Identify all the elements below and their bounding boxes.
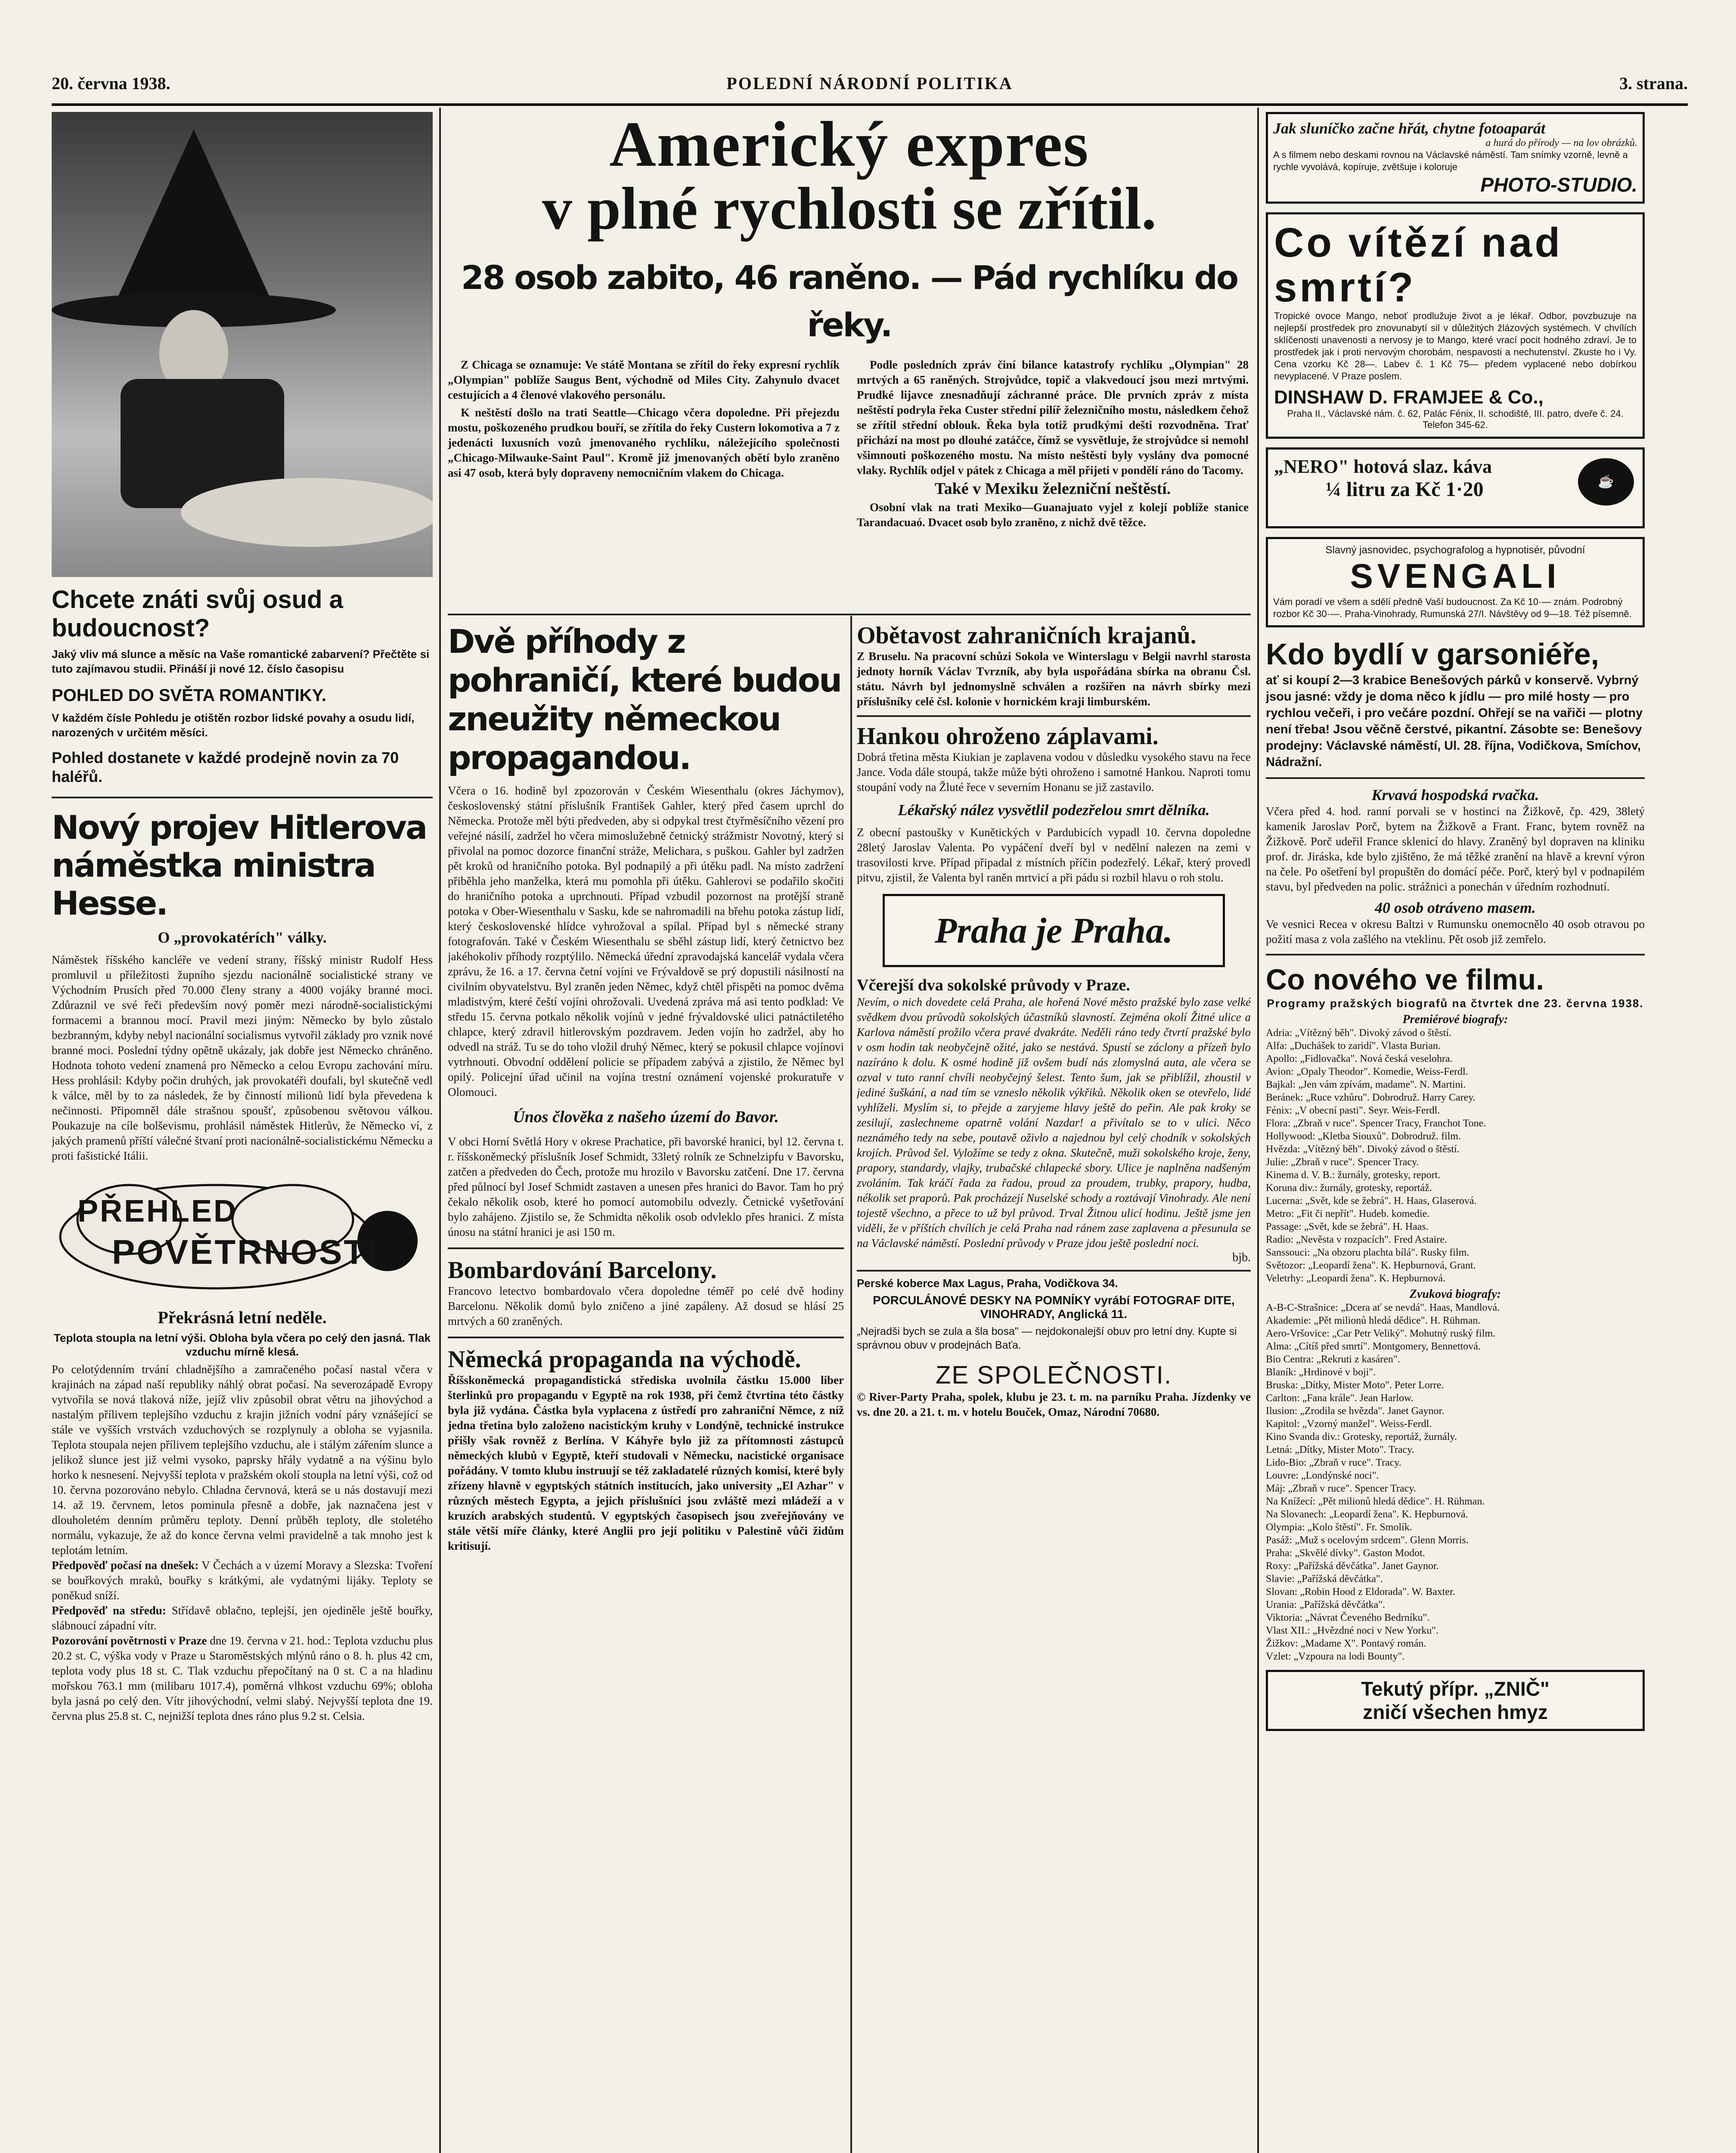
section-divider (857, 1270, 1251, 1272)
section-divider (1266, 954, 1645, 956)
section-divider (857, 715, 1251, 717)
cinema-listing: Slovan: „Robin Hood z Eldorada". W. Baxter. (1266, 1586, 1455, 1598)
barcelona-body: Francovo letectvo bombardovalo včera dopoledne téměř po celé dvě hodiny Barcelonu. Několik domů bylo zničeno a jiné zapáleny. Až dosud se hlásí 25 mrtvých a 60 zraněných. (448, 1284, 844, 1328)
svengali-ad-name: SVENGALI (1350, 557, 1561, 595)
solidarity-body: Z Bruselu. Na pracovní schůzi Sokola ve Winterslagu v Belgii navrhl starosta jednoty horník Václav Tvrzník, aby byla uspořádána sbírka na obranu Čsl. státu. Návrh byl jednomyslně schválen a rozšířen na návrh sbírky mezi příslušníky celé čsl. kolonie v hornickém kraji limburském. (857, 650, 1251, 708)
premiere-label: Premiérové biografy: (1402, 1013, 1508, 1026)
cinema-listing: Bruska: „Dítky, Mister Moto". Peter Lorre. (1266, 1380, 1444, 1391)
photo-ad-sub: a hurá do přírody — na lov obrázků. (1485, 137, 1637, 149)
mango-ad-title: Co vítězí nad smrtí? (1274, 220, 1563, 310)
mango-ad-body: Tropické ovoce Mango, neboť prodlužuje život a je lékař. Odbor, povzbuzuje na nejlepší prostředek pro znovunabytí sil v důležitých žlázových systémech. V chvílích sklíčenosti unavenosti a nervosy je to Mango, které vrací pocit hodného zdraví. Je to prostředek jak i proti nervovým chorobám, nespavosti a nechutenství. Zkuste ho i Vy. Cena vzorku Kč 28—. Labev č. 1 Kč 75— předem vyplacené nebo dobírkou nevyplacené. V Praze poslem. (1274, 310, 1637, 382)
fortune-teller-photo (52, 112, 433, 577)
cinema-listing: Žižkov: „Madame X". Pontavý román. (1266, 1638, 1426, 1649)
cinema-listing: Bio Centra: „Rekruti z kasáren". (1266, 1354, 1400, 1365)
lead-story (448, 112, 1251, 616)
cinema-listing: Olympia: „Kolo štěstí". Fr. Smolík. (1266, 1522, 1412, 1533)
cinema-listing: Na Knížecí: „Pět milionů hledá dědice". H. Rühman. (1266, 1496, 1485, 1507)
cinema-listing: Akademie: „Pět milionů hledá dědice". H. Rühman. (1266, 1315, 1481, 1326)
section-divider (448, 614, 1251, 615)
photo-ad-title: Jak sluníčko začne hřát, chytne fotoaparát (1273, 120, 1546, 137)
cinema-listing: Louvre: „Londýnské noci". (1266, 1470, 1379, 1481)
reprise-cinema-list (1266, 1301, 1645, 1663)
crime-headline: Krvavá hospodská rvačka. (1371, 786, 1539, 803)
abduction-headline: Únos člověka z našeho území do Bavor. (513, 1108, 779, 1126)
cinema-listing: Vzlet: „Vzpoura na lodi Bounty". (1266, 1651, 1405, 1662)
photo-studio-ad[interactable] (1266, 112, 1645, 204)
border-body: Včera o 16. hodině byl zpozorován v Českém Wiesenthalu (okres Jáchymov), československý státní příslušník František Gahler, který před časem uprchl do Německa. Protože měl býti předveden, aby si odpykal trest čtyřměsíčního vězení pro veřejné násilí, zadržel ho včera mimoslužebně četnický strážmistr Novotný, který si přivolal na pomoc dozorce finanční stráže, Melichara, s puškou. Gahler byl zadržen pět kroků od hraničního potoka. Byl podnapilý a při útěku padl. Na místo zadržení přiběhla jeho manželka, která mu pomohla při útěku. Gahlerovi se podařilo skočiti do hraničního potoka a uprchnouti. Případ vzbudil pozornost na protější straně potoka v Ober-Wiesenthalu v Sasku, kde se nahromadili na břehu potoka zástup lidí, který československé hlídce vyhrožoval a spílal. Případ byl s německé strany fotografován. Také v Českém Wiesenthalu se sběhl zástup lidí, který četnictvo bez jakéhokoliv příhody rozptýlilo. Německá úřední zpravodajská kancelář vydala včera zprávu, že 16. a 17. června četní vojíni ve Frývaldově se prý dopustili násilností na civilním obyvatelstvu. Byl zraněn jeden Němec, když chtěl přispěti na pomoc dvěma mladistvým, které čeští vojíni ohrožovali. Uvedená zpráva má asi tento podklad: Ve středu 15. června potkalo několik vojínů v jedné frývaldovské ulici patnáctiletého chlapce, který zdravil hitlerovským pozdravem. Jeden vojín ho zadržel, aby ho odvedl na stráž. Tu se do toho vložil druhý Němec, který se pokusil chlapce vojínovi vytrhnouti. Obvodní oddělení policie se případem zabývá a zjistilo, že Němec byl opilý. Policejní úřad učinil na vojína trestní oznámení vojenské prokuratuře v Olomouci. (448, 784, 844, 1098)
poison-body: Ve vesnici Recea v okresu Baltzi v Rumunsku onemocnělo 40 osob otravou po požití masa z vola zašlého na vteklinu. Pět osob již zemřelo. (1266, 918, 1645, 946)
film-headline: Co nového ve filmu. (1266, 963, 1544, 996)
cinema-listing: Alfa: „Duchášek to zaridí". Vlasta Burian. (1266, 1040, 1441, 1052)
nero-ad-price: ¼ litru za Kč 1·20 (1326, 478, 1484, 501)
poison-headline: 40 osob otráveno masem. (1375, 899, 1536, 916)
fortune-text-2: V každém čísle Pohledu je otištěn rozbor lidské povahy a osudu lidí, narozených v určitém měsíci. (52, 711, 415, 739)
column-rule (439, 108, 441, 2153)
weather-body: Po celotýdenním trvání chladnějšího a zamračeného počasí nastal včera v krajinách na západ naší republiky náhlý obrat počasí. Na severozápadě Evropy vytvořila se nová tlaková níže, jejíž vliv způsobil obrat větru na jihovýchod a nastalým přílivem teplejšího vzduchu z krajin jižních vodní páry vznášející se stále ve vyšších vrstvách vzduchových se rozplynuly a obloha se vyjasnila. Teplota stoupala nejen přílivem teplejšího vzduchu, ale i stálým zářením slunce a jelikož slunce jest již velmi vysoko, paprsky hřály vydatně a na výšinu bylo horko k nesnesení. Nejvyšší teplota v pražském okolí stoupla na letní výši, což od 10. června pozorováno nebylo. Chladna červnová, která se u nás dostavují mezi 14. až 19. červnem, letos pominula přesně a dobře, jak naznačena jest v dlouholetém denním průměru teploty. Denní průběh teploty, dle stoletého normálu, vykazuje, že až do konce června velmi pravidelně a tak mnoho jest k teplotám letním. (52, 1363, 433, 1557)
cinema-listing: Kinema d. V. B.: žurnály, grotesky, report. (1266, 1170, 1441, 1181)
praha-banner-text: Praha je Praha. (934, 910, 1173, 951)
cinema-listing: Kapitol: „Vzorný manžel". Weiss-Ferdl. (1266, 1418, 1432, 1430)
forecast-text: V Čechách a v území Moravy a Slezska: Tvoření se bouřkových mraků, bouřky s krátkými, ale vydatnými lijáky. Teploty se poněkud sníží. (52, 1559, 433, 1602)
cinema-listing: Blaník: „Hrdinové v boji". (1266, 1367, 1376, 1378)
weather-logo-bottom: POVĚTRNOSTI (112, 1233, 378, 1271)
section-divider (1266, 777, 1645, 779)
nero-ad-text: „NERO" hotová slaz. káva (1274, 456, 1492, 477)
bata-ad: „Nejradši bych se zula a šla bosa" — nejdokonalejší obuv pro letní dny. Kupte si správnou obuv v prodejnách Baťa. (857, 1325, 1237, 1351)
mango-ad-brand: DINSHAW D. FRAMJEE & Co., (1274, 387, 1544, 408)
cinema-listing: Adria: „Vítězný běh". Divoký závod o štěstí. (1266, 1027, 1452, 1039)
film-subhead: Programy pražských biografů na čtvrtek dne 23. června 1938. (1267, 997, 1644, 1010)
hess-subhead: O „provokatérích" války. (158, 929, 327, 946)
praha-banner (883, 894, 1225, 967)
cinema-listing: Lido-Bio: „Zbraň v ruce". Tracy. (1266, 1457, 1401, 1468)
weather-headline: Překrásná letní neděle. (158, 1308, 327, 1327)
border-headline: Dvě příhody z pohraničí, které budou zneužity německou propagandou. (448, 622, 841, 777)
page-header (52, 65, 1688, 106)
cinema-listing: Bajkal: „Jen vám zpívám, madame". N. Martini. (1266, 1079, 1466, 1090)
cinema-listing: Apollo: „Fidlovačka". Nová česká veselohra. (1266, 1053, 1453, 1064)
reprise-label: Zvuková biografy: (1409, 1287, 1501, 1301)
sokol-body: Nevím, o nich dovedete celá Praha, ale hořená Nové město pražské bylo zase velké svědkem dvou průvodů sokolských účastníků slavností. Zejména okolí Žitné ulice a Karlova náměstí prožilo včera pravé dvakráte. Neděli ráno tedy čtvrtí pražské bylo v osm hodin tak neobyčejně ožité, jako se nestává. Spustí se záclony a přízeň bylo nazíráno k dolu. K osmé hodině již ovšem budí nás zlomyslná auta, ale včera se ozval v tuto ranní chvíli neobyčejný šelest. Tento šum, jak se přiblížil, zhoustil v jediné šuškání, a nad tím se vzneslo několik výkřiků. Několik oken se otevřelo, lidé vyhlíželi. Myslím si, to přejde a zaryjeme hlavy ještě do peřin. Ale pak kroky se zesilují, zaslechneme opatrně volání Nazdar! a přivítalo se to v ulici. Něco neznámého tedy na sebe, poutavě oživlo a najednou byl celý chodník v sokolských krojích. Průvod šel. Vyložíme se tedy z okna. Skutečně, muži sokolského kroje, ženy, prapory, standardy, vlajky, trubačské chlapecké sbory. Ulice je naplněna nadšeným zvoláním. Tak kráčí řada za řadou, proud za proudem, trubky, prapory, hudba, nékolik set praporů. Pak procházejí Nuselské schody a roztávají Vinohrady. Ale není tojestě všechno, a přece to už byl průvod. Trval Žitnou ulicí hodinu. Ještě jsme jen viděli, že v příštích chvílích je celá Praha nad ránem zase zaplavena a přesunula se na Václavské náměstí. Poslední průvody v Praze jdou ještě poslední noci. (857, 996, 1251, 1250)
section-divider (448, 1337, 844, 1338)
section-divider (52, 797, 433, 798)
benes-ad-body: ať si koupí 2—3 krabice Benešových párků v konservě. Vybrný jsou jasné: vždy je doma něco k jídlu — pro milé hosty — pro rychlou večeři, i pro večáre pozdní. Ohřejí se na vařiči — plotny není třeba! Jsou věčně čerstvé, pikantní. Zásobte se: Benešovy prodejny: Václavské náměstí, Ul. 28. října, Vodičkova, Smíchov, Nádražní. (1266, 673, 1643, 769)
cinema-listing: Hvězda: „Vítězný běh". Divoký závod o štěstí. (1266, 1144, 1460, 1155)
cinema-listing: Metro: „Fit či nepřít". Hudeb. komedie. (1266, 1208, 1430, 1219)
main-headline-line1: Americký expres (609, 112, 1089, 180)
cinema-listing: Pasáž: „Muž s ocelovým srdcem". Glenn Morris. (1266, 1535, 1469, 1546)
desky-ad: PORCULÁNOVÉ DESKY NA POMNÍKY vyrábí FOTOGRAF DITE, VINOHRADY, Anglická 11. (873, 1294, 1235, 1321)
carpets-ad: Perské koberce Max Lagus, Praha, Vodičkova 34. (857, 1277, 1118, 1290)
forecast-label: Předpověď počasí na dnešek: (52, 1559, 199, 1572)
weather-subhead: Teplota stoupla na letní výši. Obloha byla včera po celý den jasná. Tlak vzduchu mírně klesá. (53, 1331, 431, 1358)
cinema-listing: Na Slovanech: „Leopardí žena". K. Hepburnová. (1266, 1509, 1468, 1520)
section-divider (448, 1247, 844, 1249)
propaganda-headline: Německá propaganda na východě. (448, 1346, 801, 1373)
issue-date: 20. června 1938. (52, 74, 170, 93)
observation-label: Pozorování povětrnosti v Praze (52, 1634, 207, 1647)
observation-text: dne 19. června v 21. hod.: Teplota vzduchu plus 20.2 st. C, výška vody v Praze u Staroměstských mlýnů ráno o 8. h. plus 42 cm, teplota vody plus 18 st. C. Tlak vzduchu přepočítaný na 0 st. C a na hladinu mořskou 763.1 mm (milibaru 1017.4), poměrná vlhkost vzduchu 69%; obloha byla jasná po celý den. Vítr jihovýchodní, velmi slabý. Nejvyšší teplota dne 19. června plus 25.8 st. C, nejnižší teplota dnes ráno plus 9.2 st. Celsia. (52, 1634, 433, 1722)
cinema-listing: Slavie: „Pařížská děvčátka". (1266, 1573, 1383, 1585)
cinema-listing: Radio: „Nevěsta v rozpacích". Fred Astaire. (1266, 1234, 1447, 1245)
cinema-listing: Koruna div.: žurnály, grotesky, reportáž. (1266, 1182, 1432, 1194)
cinema-listing: A-B-C-Strašnice: „Dcera ať se nevdá". Haas, Mandlová. (1266, 1302, 1500, 1313)
flood-body: Dobrá třetina města Kiukian je zaplavena vodou v důsledku vysokého stavu na řece Jance. Voda dále stoupá, takže může býti ohroženo i samotné Hankou. Naproti tomu stoupání vody na Žluté řece v severním Honanu se již zastavilo. (857, 751, 1251, 794)
society-body: © River-Party Praha, spolek, klubu je 23. t. m. na parníku Praha. Jízdenky ve vs. dne 20. a 21. t. m. v hotelu Bouček, Omaz, Národní 70680. (857, 1390, 1251, 1418)
cinema-listing: Světozor: „Leopardí žena". K. Hepburnová, Grant. (1266, 1260, 1476, 1271)
nero-coffee-ad[interactable] (1266, 447, 1645, 528)
coffee-cup-icon: ☕ (1578, 458, 1634, 506)
znic-ad-line2: zničí všechen hmyz (1363, 1701, 1548, 1723)
cinema-listing: Kino Svanda div.: Grotesky, reportáž, žurnály. (1266, 1431, 1457, 1443)
cinema-listing: Hollywood: „Kletba Siouxů". Dobrodruž. film. (1266, 1131, 1461, 1142)
mango-ad-address: Praha II., Václavské nám. č. 62, Palác Fénix, II. schodiště, III. patro, dveře č. 24. Telefon 345-62. (1287, 408, 1624, 430)
flood-headline: Hankou ohroženo záplavami. (857, 723, 1159, 750)
znic-ad-line1: Tekutý přípr. „ZNIČ" (1361, 1678, 1550, 1700)
forecast-mid-text: Střídavě oblačno, teplejší, jen ojediněle ještě bouřky, slábnoucí západní vítr. (52, 1604, 433, 1632)
forecast-mid-label: Předpověď na středu: (52, 1604, 166, 1617)
mexico-headline: Také v Mexiku železniční neštěstí. (934, 480, 1171, 498)
newspaper-title: POLEDNÍ NÁRODNÍ POLITIKA (726, 74, 1013, 93)
main-subhead: 28 osob zabito, 46 raněno. — Pád rychlíku do řeky. (461, 258, 1238, 344)
weather-logo-top: PŘEHLED (78, 1194, 238, 1229)
cinema-listing: Vlast XII.: „Hvězdné noci v New Yorku". (1266, 1625, 1439, 1636)
column-rule (1257, 108, 1259, 2153)
cinema-listing: Sanssouci: „Na obzoru plachta bílá". Rusky film. (1266, 1247, 1469, 1258)
cinema-listing: Flora: „Zbraň v ruce". Spencer Tracy, Franchot Tone. (1266, 1118, 1486, 1129)
magazine-name: POHLED DO SVĚTA ROMANTIKY. (52, 686, 326, 705)
hess-headline: Nový projev Hitlerova náměstka ministra Hesse. (52, 808, 427, 922)
hess-article-body: Náměstek říšského kancléře ve vedení strany, říšský ministr Rudolf Hess promluvil u příležitosti župního sjezdu nacionálně socialistické strany ve Východním Prusích před 70.000 členy strany a 4000 vojáky branné moci. Zdůraznil ve své řeči především nový poměr mezi národně-socialistickými formacemi a brannou mocí. Pravil mezi jiným: Německo by bylo zůstalo bezbranným, kdyby nebyl nacionální socialismus vytvořil základy pro vznik nové branné moci. Poslední týdny opětně ukázaly, jak dobře jest Německo chráněno. Hodnota tohoto vedení znamená pro Německo a celou Evropu zachování míru. Hess prohlásil: Kdyby počin druhých, jak provokatéři doufali, byl skutečně vedl k válce, měl by to za následek, že by činností milionů lidí byla převedena k nečinnosti. Připomněl dále strašnou spoušť, způsobenou světovou válkou. Poukazuje na cíle bolševismu, prohlásil náměstek Hitlerův, že Německo ví, z jakých pramenů příští válečné štvaní proti nacionálně-socialistickému Německu a proti fašistické Itálii. (52, 953, 433, 1162)
society-headline: ZE SPOLEČNOSTI. (936, 1361, 1172, 1389)
svengali-ad-body: Vám poradí ve všem a sdělí předně Vaší budoucnost. Za Kč 10·— znám. Podrobný rozbor Kč 30·—. Praha-Vinohrady, Rumunská 27/I. Návštěvy od 9—18. Též písemně. (1273, 596, 1632, 619)
cinema-listing: Passage: „Svět, kde se žebrá". H. Haas. (1266, 1221, 1429, 1232)
photo-ad-text: A s filmem nebo deskami rovnou na Václavské náměstí. Tam snímky vzorně, levně a rychle vyvolává, kopíruje, zvětšuje i koloruje (1273, 149, 1628, 172)
column-rule (850, 616, 852, 2153)
crime-body: Včera před 4. hod. ranní porvali se v hostinci na Žižkově, čp. 429, 38letý kamenik Jaroslav Porč, bytem na Žižkově a Frant. Franc, bytem rovněž na Žižkově. Porč udeřil France sklenicí do hlavy. Zraněný byl dopraven na kliniku prof. dr. Jiráska, kde bylo zjištěno, že má těžké zranění na hlavě a krevní výron na čele. Po ošetření byl propuštěn do domácí péče. Porč, který byl v podnapilém stavu, byl předveden na polic. strážnici a ponechán v úředním rozhodnutí. (1266, 805, 1645, 893)
center-right-column (857, 622, 1251, 2153)
cinema-listing: Urania: „Pařížská děvčátka". (1266, 1599, 1385, 1610)
cinema-listing: Veletrhy: „Leopardí žena". K. Hepburnová. (1266, 1273, 1445, 1284)
cinema-listing: Praha: „Skvělé dívky". Gaston Modot. (1266, 1548, 1425, 1559)
lead-paragraph-1: Z Chicaga se oznamuje: Ve státě Montana se zřítil do řeky expresní rychlík „Olympian" poblíže Saugus Bent, východně od Miles City. Zahynulo dvacet cestujících a 4 členové vlakového personálu. (448, 358, 840, 401)
sokol-signature: bjb. (1232, 1251, 1251, 1264)
left-column (52, 112, 433, 2153)
lead-paragraph-3: Podle posledních zpráv činí bilance katastrofy rychlíku „Olympian" 28 mrtvých a 65 raněných. Strojvůdce, topič a vlakvedoucí jsou mezi mrtvými. Prudké lijavce znesnadňují záchranné práce. Dle prvních zpráv z místa neštěstí podryla řeka Custer střední pilíř železničního mostu, následkem čehož se zřítil střední oblouk. Řeka byla totiž prudkými dešti rozvodněna. Trať přichází na most po dlouhé zatáčce, čímž se vysvětluje, že strojvůdce si nemohl všimnouti poškozeného mostu. Na místo neštěstí byly vyslány dva pomocné vlaky. Rychlík odjel v pátek z Chicaga a měl přijeti v pondělí ráno do Tacomy. (857, 358, 1249, 477)
mexico-body: Osobní vlak na trati Mexiko—Guanajuato vyjel z kolejí poblíže stanice Tarandacuaó. Dvacet osob bylo zraněno, z nichž dvě těžce. (857, 501, 1249, 529)
cinema-listing: Fénix: „V obecní pasti". Seyr. Weis-Ferdl. (1266, 1105, 1440, 1116)
benes-ad-title: Kdo bydlí v garsoniéře, (1266, 637, 1600, 671)
doctor-body: Z obecní pastoušky v Kunětických v Pardubicích vypadl 10. června dopoledne 28letý Jaroslav Valenta. Po vypáčení dveří byl v nedělní nalezen na zemi v trasovilosti krve. Případ připadal z místních příčin podezřelý. Lékař, který provedl pitvu, zjistil, že Valenta byl raněn mrtvicí a při pádu si rozbil hlavu o roh stolu. (857, 826, 1251, 884)
cinema-listing: Alma: „Cítíš před smrtí". Montgomery, Bennettová. (1266, 1341, 1481, 1352)
benes-ad[interactable] (1266, 636, 1645, 770)
svengali-ad-pre: Slavný jasnovidec, psychografolog a hypnotisér, původní (1325, 544, 1585, 556)
cinema-listing: Lucerna: „Svět, kde se žebrá". H. Haas, Glaserová. (1266, 1195, 1477, 1207)
witch-silhouette-image (52, 112, 433, 577)
right-column (1266, 112, 1645, 2153)
main-headline-line2: v plné rychlosti se zřítil. (542, 175, 1156, 242)
mango-ad[interactable] (1266, 212, 1645, 439)
cinema-listing: Avion: „Opaly Theodor". Komedie, Weiss-Ferdl. (1266, 1066, 1468, 1077)
photo-ad-brand: PHOTO-STUDIO. (1480, 174, 1637, 196)
lead-paragraph-2: K neštěstí došlo na trati Seattle—Chicago včera dopoledne. Při přejezdu mostu, poškozeného prudkou bouří, se zřítila do řeky Custern lokomotiva a 7 z jedenácti luxusních vozů jmenovaného rychlíku, náležejícího společnosti „Chicago-Milwauke-Saint Paul". Kromě již jmenovaných obětí bylo zraněno asi 47 osob, která byly dopraveny nemocničním vlakem do Chicaga. (448, 406, 840, 479)
cinema-listing: Beránek: „Ruce vzhůru". Dobrodruž. Harry Carey. (1266, 1092, 1476, 1103)
cinema-listing: Aero-Vršovice: „Car Petr Veliký". Mohutný ruský film. (1266, 1328, 1496, 1339)
sokol-headline: Včerejší dva sokolské průvody v Praze. (857, 976, 1130, 994)
cinema-listing: Letná: „Dítky, Mister Moto". Tracy. (1266, 1444, 1414, 1455)
svengali-ad[interactable] (1266, 537, 1645, 627)
cinema-listing: Carlton: „Fana krále". Jean Harlow. (1266, 1393, 1414, 1404)
doctor-headline: Lékařský nález vysvětlil podezřelou smrt dělníka. (898, 801, 1210, 819)
cinema-listing: Julie: „Zbraň v ruce". Spencer Tracy. (1266, 1157, 1419, 1168)
center-left-column (448, 622, 844, 2153)
znic-ad[interactable] (1266, 1670, 1645, 1731)
fortune-headline: Chcete znáti svůj osud a budoucnost? (52, 586, 343, 642)
solidarity-headline: Obětavost zahraničních krajanů. (857, 622, 1197, 649)
premiere-cinema-list (1266, 1027, 1645, 1285)
fortune-cta: Pohled dostanete v každé prodejně novin za 70 haléřů. (52, 749, 399, 785)
page-number: 3. strana. (1619, 74, 1688, 93)
propaganda-body: Říšskoněmecká propagandistická střediska uvolnila částku 15.000 liber šterlinků pro propagandu v Egyptě na rok 1938, při čemž čtvrtina této částky byla již vydána. Částka byla vyplacena z ústředí pro zahraniční Němce, z níž jedna třetina bylo založeno nacistickým kruhy v Londýně, technické instrukce přišly však rovněž z Berlína. V Káhyře bylo již za přítomnosti zástupců německých klubů v Egyptě, kteří studovali v Německu, nacistické organisace pořádány. V tomto klubu instruují se též zakladatelé různých komisí, které byly zřízeny hlavně v egyptských státních institucích, jako university „El Azhar" v různých městech Egypta, a jejich příslušníci jsou zvláště mezi mládeží a v kruzích arabských studentů. V egyptských časopisech jsou zveřejňovány ve stále větší míře články, které Anglii pro její politiku v Palestině vůči židům kritisují. (448, 1374, 844, 1552)
weather-logo (52, 1172, 433, 1301)
cinema-listing: Ilusion: „Zrodila se hvězda". Janet Gaynor. (1266, 1405, 1445, 1417)
barcelona-headline: Bombardování Barcelony. (448, 1257, 717, 1284)
fortune-text: Jaký vliv má slunce a měsíc na Vaše romantické zabarvení? Přečtěte si tuto zajímavou studii. Přináší ji nové 12. číslo časopisu (52, 648, 430, 675)
cinema-listing: Máj: „Zbraň v ruce". Spencer Tracy. (1266, 1483, 1416, 1494)
cinema-listing: Viktoria: „Návrat Čeveného Bedrníku". (1266, 1612, 1430, 1623)
cinema-listing: Roxy: „Pařížská děvčátka". Janet Gaynor. (1266, 1560, 1439, 1572)
abduction-body: V obci Horní Světlá Hory v okrese Prachatice, při bavorské hranici, byl 12. června t. r. říšskoněmecký příslušník Josef Schmidt, 33letý rolník ze Schnelzipfu v Bavorsku, zatčen a předveden do Čech, protože mu hrozilo v Bavorsku zatčení. Dne 17. června před půlnocí byl Josef Schmidt zastaven a unesen přes hranici do Bavor. Tam ho prý čekalo několik osob, které ho pomocí automobilu odvezly. Četnické vyšetřování bylo zahájeno. Zjistilo se, že Schmidta několik osob odvleklo přes hranici. Z místa únosu na státní hranici je asi 150 m. (448, 1135, 844, 1238)
